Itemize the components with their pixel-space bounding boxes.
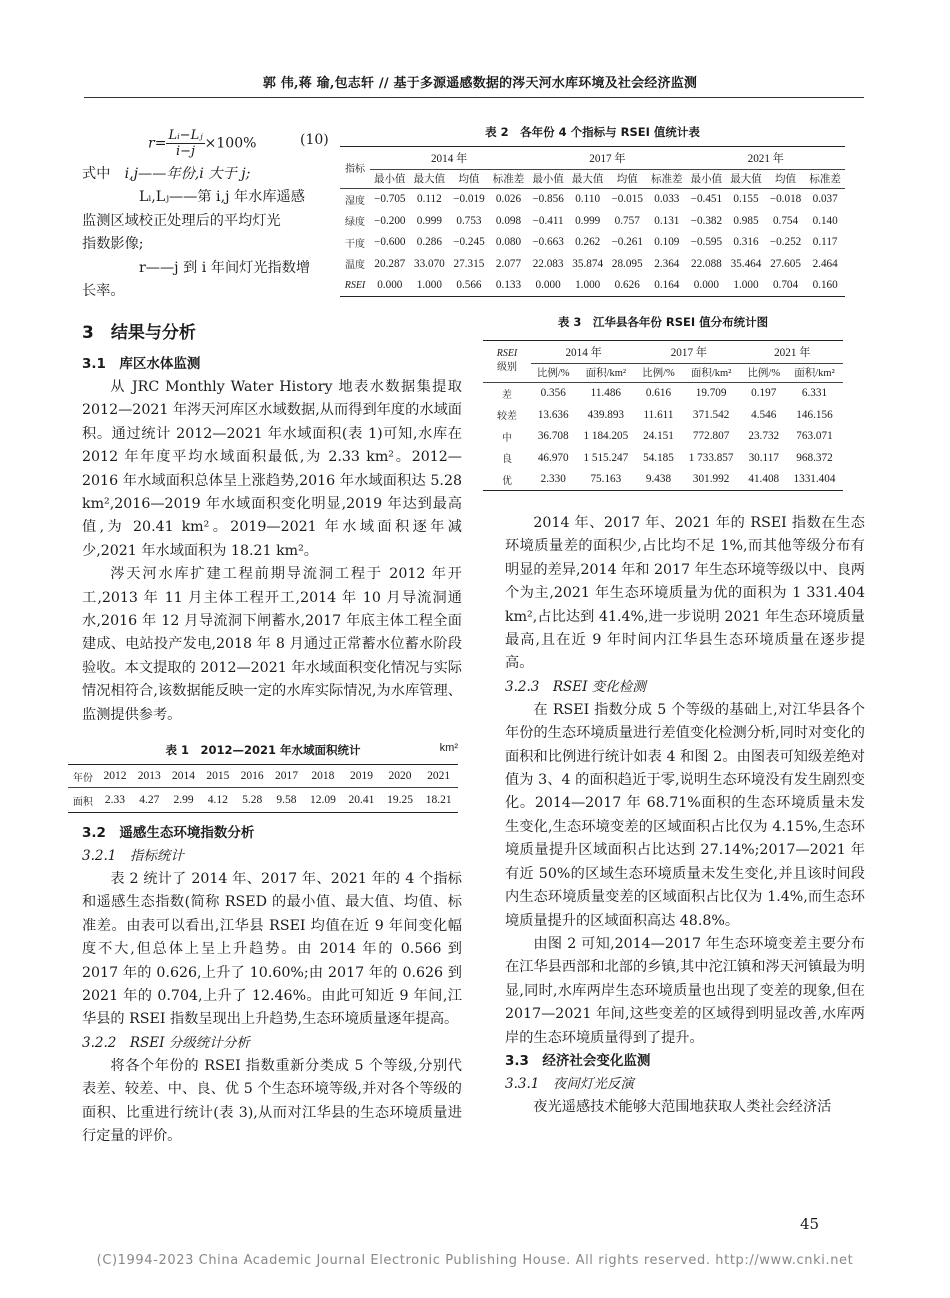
table-2-cell: 0.000: [693, 279, 719, 292]
table-3-cell: 0.197: [751, 387, 777, 400]
table-1-area: 20.41: [348, 794, 375, 806]
table-2-cell: 0.112: [416, 193, 442, 206]
table-1-year: 2017: [274, 770, 298, 782]
table-3-cell: 13.636: [537, 408, 569, 421]
table-2-subheader: 最小值: [374, 174, 406, 185]
table-3-cell: 11.611: [643, 408, 674, 421]
table-3-caption: 表 3 江华县各年份 RSEI 值分布统计图: [557, 315, 769, 329]
table-2-cell: 0.033: [654, 193, 680, 206]
table-3-cell: 6.331: [801, 387, 828, 400]
table-2-cell: 22.088: [691, 257, 722, 270]
formula-number: (10): [300, 132, 329, 148]
table-2-year-header: 2017 年: [528, 147, 686, 170]
def-line-2: Lᵢ,Lⱼ——第 i,j 年水库遥感: [139, 189, 305, 206]
def-line-4: 指数影像;: [82, 236, 144, 253]
table-3-cell: 11.486: [590, 387, 622, 400]
table-2-cell: 1.000: [575, 279, 601, 292]
table-3-cell: 2.330: [540, 473, 566, 486]
table-2-subheader: 均值: [775, 174, 797, 185]
table-3-cell: 968.372: [796, 451, 833, 464]
table-2-cell: 0.037: [812, 193, 838, 206]
table-2-cell: 0.985: [733, 214, 759, 227]
table-2-cell: −0.019: [453, 193, 485, 206]
table-2-cell: 0.026: [495, 193, 522, 206]
table-1-year: 2020: [388, 770, 412, 782]
table-2-cell: 0.117: [812, 236, 838, 249]
section-3-3-1-title: 3.3.1 夜间灯光反演: [505, 1075, 634, 1092]
table-3-cell: 1331.404: [793, 473, 836, 486]
table-3-subheader: 面积/km²: [585, 368, 627, 379]
table-3-year-header: 2021 年: [742, 341, 843, 364]
table-2-cell: 0.000: [377, 279, 403, 292]
def-line-5: r——j 到 i 年间灯光指数增: [139, 259, 311, 276]
table-2-cell: 0.109: [654, 236, 680, 249]
table-3-row: [483, 426, 843, 448]
table-3-cell: 9.438: [645, 473, 672, 486]
def-line-6: 长率。: [82, 283, 125, 300]
table-2-cell: 35.874: [572, 257, 604, 270]
table-3-row: [483, 382, 843, 404]
table-2-cell: 0.626: [614, 279, 640, 292]
table-1-unit: km²: [439, 742, 458, 754]
table-3-row: [483, 469, 843, 491]
table-2-row: [340, 210, 845, 232]
table-2-cell: −0.252: [769, 236, 802, 249]
left-column-lower: [82, 822, 462, 1148]
table-2-row: [340, 188, 845, 210]
table-2-subheader: 最大值: [730, 174, 762, 185]
section-3-2-2-title: 3.2.2 RSEI 分级统计分析: [82, 1034, 250, 1051]
table-1-row2-label: 面积: [72, 796, 93, 808]
table-2-cell: −0.600: [374, 236, 406, 249]
table-2-cell: 0.316: [733, 236, 759, 249]
formula-rhs: ×100%: [204, 135, 257, 152]
table-3-cell: 439.893: [587, 408, 625, 421]
right-column: [505, 512, 865, 1119]
table-1-year: 2014: [172, 770, 196, 782]
table-2-cell: 27.315: [453, 257, 485, 270]
table-2-cell: 35.464: [730, 257, 762, 270]
table-2-cell: −0.200: [374, 214, 406, 227]
table-3-cell: 75.163: [590, 473, 622, 486]
table-3-cell: 36.708: [537, 430, 569, 443]
table-2-cell: −0.705: [374, 193, 406, 206]
table-2-cell: 0.754: [772, 214, 799, 227]
table-1-area: 2.33: [104, 794, 126, 806]
formula-definitions: [82, 163, 332, 303]
table-1-area: 18.21: [425, 794, 452, 806]
table-3-cell: 0.356: [540, 387, 566, 400]
section-3-2-1-title: 3.2.1 指标统计: [82, 848, 184, 864]
section-3-2-2-para: 将各个年份的 RSEI 指数重新分类成 5 个等级,分别代表差、较差、中、良、优 5 个生态环境等级,并对各个等级的面积、比重进行统计(表 3),从而对江华县的生态环境质量进行定量的评价。: [82, 1057, 462, 1145]
table-3-cell: 1 515.247: [583, 451, 629, 464]
table-1-grid: [68, 764, 458, 813]
table-2-caption: 表 2 各年份 4 个指标与 RSEI 值统计表: [485, 125, 700, 139]
table-2-cell: 0.098: [495, 214, 522, 227]
table-1: [68, 742, 458, 813]
table-3-cell: 301.992: [692, 473, 730, 486]
table-2-row: [340, 253, 845, 275]
table-3-corner-1: RSEI: [496, 348, 518, 360]
table-3-row-label: 优: [502, 475, 512, 487]
table-1-year: 2013: [137, 770, 161, 782]
table-3-cell: 30.117: [748, 451, 779, 464]
table-1-area: 2.99: [173, 794, 194, 806]
section-3-1-para-1: 从 JRC Monthly Water History 地表水数据集提取 2012—2021 年涔天河库区水域数据,从而得到年度的水域面积。通过统计 2012—2021 年水域面积(表 1)可知,水库在 2012 年年度平均水域面积最低,为 2.33 km²。2012—2016 年水域面积总体呈上涨趋势,2016 年水域面积达 5.28 km²,2016—2019 年水域面积变化明显,2019 年达到最高值,为 20.41 km²。2019—2021 年水域面积逐年减少,2021 年水域面积为 18.21 km²。: [82, 379, 462, 559]
copyright-footer: (C)1994-2023 China Academic Journal Electronic Publishing House. All rights reserved. http://www.cnki.net: [96, 1253, 854, 1268]
table-2-cell: 0.566: [456, 279, 482, 292]
table-2-subheader: 均值: [616, 174, 638, 185]
table-1-area: 9.58: [276, 794, 297, 806]
table-2-cell: −0.245: [453, 236, 485, 249]
formula-fraction: [166, 128, 204, 159]
table-3-cell: 46.970: [537, 451, 569, 464]
left-column: [82, 318, 462, 727]
table-2-cell: 0.704: [772, 279, 799, 292]
table-3-row-label: 良: [502, 454, 512, 466]
table-1-year: 2016: [240, 770, 264, 782]
table-1-area: 12.09: [309, 794, 336, 806]
table-2-cell: 0.110: [575, 193, 601, 206]
table-1-area: 4.12: [207, 794, 228, 806]
table-2-year-header: 2021 年: [687, 147, 845, 170]
table-2-subheader: 均值: [458, 174, 480, 185]
table-2-cell: 1.000: [733, 279, 759, 292]
table-2-cell: 0.262: [575, 236, 601, 249]
table-2-subheader: 标准差: [492, 174, 525, 185]
table-1-caption: 表 1 2012—2021 年水域面积统计: [165, 743, 361, 757]
table-2-cell: 28.095: [611, 257, 643, 270]
table-3-cell: 54.185: [643, 451, 674, 464]
table-2-row-label: RSEI: [344, 279, 366, 291]
table-2-cell: 22.083: [532, 257, 564, 270]
table-2-row: [340, 275, 845, 297]
table-3-cell: 24.151: [643, 430, 674, 443]
table-3-year-header: 2014 年: [531, 341, 636, 364]
table-2-corner: 指标: [340, 147, 370, 189]
table-3-row-label: 差: [502, 389, 512, 401]
table-2-cell: −0.411: [532, 214, 564, 227]
table-1-row1-label: 年份: [72, 772, 93, 784]
table-2-cell: 1.000: [416, 279, 442, 292]
table-2-subheader: 最大值: [413, 174, 446, 185]
section-3-2-3-title: 3.2.3 RSEI 变化检测: [505, 678, 646, 695]
table-3-subheader: 比例/%: [747, 368, 781, 379]
table-2-row: [340, 232, 845, 254]
table-1-area: 5.28: [242, 794, 263, 806]
section-3-3-title: 3.3 经济社会变化监测: [505, 1052, 651, 1069]
table-3-row: [483, 404, 843, 426]
table-3-corner: [483, 341, 531, 383]
table-3-cell: 19.709: [695, 387, 727, 400]
formula-lhs: r=: [148, 135, 167, 152]
table-2-cell: −0.451: [690, 193, 723, 206]
table-2-cell: 20.287: [374, 257, 406, 270]
table-2-cell: 0.999: [575, 214, 601, 227]
table-1-year: 2019: [349, 770, 373, 782]
table-3-subheader: 面积/km²: [794, 368, 835, 379]
table-3-subheader: 比例/%: [642, 368, 675, 379]
table-2-cell: −0.015: [611, 193, 643, 206]
table-2-cell: −0.856: [532, 193, 564, 206]
table-2-cell: 0.131: [654, 214, 680, 227]
section-3-2-1-para: 表 2 统计了 2014 年、2017 年、2021 年的 4 个指标和遥感生态指数(简称 RSED 的最小值、最大值、均值、标准差。由表可以看出,江华县 RSEI 均值在近 9 年间变化幅度不大,但总体上呈上升趋势。由 2014 年的 0.566 到 2017 年的 0.626,上升了 10.60%;由 2017 年的 0.626 到 2021 年的 0.704,上升了 12.46%。由此可知近 9 年间,江华县的 RSEI 指数呈现出上升趋势,生态环境质量逐年提高。: [82, 871, 462, 1028]
table-3-cell: 41.408: [748, 473, 780, 486]
table-2-cell: 2.077: [495, 257, 522, 270]
table-2-subheader: 最小值: [690, 174, 723, 185]
running-header: 郭 伟,蒋 瑜,包志轩 // 基于多源遥感数据的涔天河水库环境及社会经济监测: [262, 76, 698, 91]
table-2-cell: 0.080: [495, 236, 522, 249]
table-3-cell: 772.807: [692, 430, 730, 443]
table-3-subheader: 面积/km²: [690, 368, 732, 379]
table-3-cell: 1 184.205: [583, 430, 629, 443]
formula-numerator: Lᵢ−Lⱼ: [168, 128, 203, 143]
table-2-cell: 27.605: [770, 257, 801, 270]
table-2-subheader: 标准差: [809, 174, 841, 185]
table-1-year: 2012: [103, 770, 127, 782]
table-2-cell: −0.663: [532, 236, 564, 249]
table-2-row-label: 温度: [345, 260, 365, 272]
table-2-row-label: 湿度: [345, 195, 365, 207]
table-2-cell: 0.140: [812, 214, 838, 227]
table-2-cell: 2.364: [654, 257, 680, 270]
def-ij: i,j——年份,i 大于 j;: [124, 166, 251, 182]
table-3: [483, 314, 843, 491]
table-2-row-label: 干度: [345, 238, 365, 250]
section-3-1-title: 3.1 库区水体监测: [82, 356, 201, 372]
table-3-year-header: 2017 年: [636, 341, 741, 364]
table-2-year-header: 2014 年: [370, 147, 528, 170]
table-2-cell: 0.133: [495, 279, 522, 292]
table-2-cell: 33.070: [413, 257, 445, 270]
section-3-title: 3 结果与分析: [82, 323, 196, 343]
table-3-cell: 763.071: [796, 430, 833, 443]
table-1-area: 19.25: [387, 794, 413, 806]
table-2-cell: −0.382: [690, 214, 723, 227]
def-line-1: [82, 163, 332, 186]
table-1-year: 2015: [206, 770, 230, 782]
table-3-row: [483, 447, 843, 469]
def-label: 式中: [82, 166, 111, 182]
table-3-corner-2: 级别: [497, 362, 517, 374]
table-2-grid: [340, 146, 845, 297]
right-para-4: 夜光遥感技术能够大范围地获取人类社会经济活: [533, 1098, 832, 1115]
table-1-year: 2018: [311, 770, 335, 782]
table-3-row-label: 较差: [497, 411, 517, 423]
table-3-subheader: 比例/%: [536, 368, 570, 379]
table-2: [340, 124, 845, 297]
table-1-area: 4.27: [139, 794, 160, 806]
table-2-cell: 0.000: [535, 279, 561, 292]
table-2-cell: 0.164: [654, 279, 680, 292]
table-2-cell: 0.757: [614, 214, 640, 227]
section-3-2-title: 3.2 遥感生态环境指数分析: [82, 825, 255, 841]
table-1-year: 2021: [427, 770, 451, 782]
right-para-1: 2014 年、2017 年、2021 年的 RSEI 指数在生态环境质量差的面积少,占比均不足 1%,而其他等级分布有明显的差异,2014 年和 2017 年生态环境等级以中、良两个为主,2021 年生态环境质量为优的面积为 1 331.404 km²,占比达到 41.4%,进一步说明 2021 年生态环境质量最高,且在近 9 年时间内江华县生态环境质量在逐步提高。: [505, 515, 865, 672]
table-2-cell: 0.753: [456, 214, 482, 227]
table-3-cell: 0.616: [645, 387, 672, 400]
page-number: 45: [800, 1215, 820, 1233]
table-3-cell: 23.732: [748, 430, 780, 443]
table-2-cell: 0.155: [733, 193, 759, 206]
table-2-cell: 0.999: [416, 214, 442, 227]
table-2-subheader: 标准差: [651, 174, 683, 185]
table-2-cell: 2.464: [812, 257, 838, 270]
table-3-cell: 4.546: [751, 408, 777, 421]
def-line-3: 监测区域校正处理后的平均灯光: [82, 212, 281, 229]
header-rule: [84, 97, 864, 98]
table-3-grid: [483, 340, 843, 491]
table-2-cell: −0.018: [769, 193, 802, 206]
table-3-row-label: 中: [502, 432, 512, 444]
table-2-cell: −0.261: [611, 236, 643, 249]
table-3-cell: 146.156: [796, 408, 833, 421]
table-2-subheader: 最大值: [571, 174, 604, 185]
table-2-cell: −0.595: [690, 236, 723, 249]
formula-denominator: i−j: [176, 144, 196, 159]
table-3-cell: 371.542: [692, 408, 730, 421]
table-2-row-label: 绿度: [345, 217, 365, 229]
right-para-2: 在 RSEI 指数分成 5 个等级的基础上,对江华县各个年份的生态环境质量进行差值变化检测分析,同时对变化的面积和比例进行统计如表 4 和图 2。由图表可知级差绝对值为 3、4 的面积趋近于零,说明生态环境没有发生剧烈变化。2014—2017 年 68.71%面积的生态环境质量未发生变化,生态环境变差的区域面积占比仅为 4.15%,生态环境质量提升区域面积占比达到 27.14%;2017—2021 年有近 50%的区域生态环境质量未发生变化,并且该时间段内生态环境质量变差的区域面积占比仅为 1.4%,而生态环境质量提升的区域面积高达 48.8%。: [505, 701, 865, 929]
right-para-3: 由图 2 可知,2014—2017 年生态环境变差主要分布在江华县西部和北部的乡镇,其中沱江镇和涔天河镇最为明显,同时,水库两岸生态环境质量也出现了变差的现象,但在 2017—2021 年间,这些变差的区域得到明显改善,水库两岸的生态环境质量得到了提升。: [505, 935, 865, 1046]
table-2-cell: 0.286: [416, 236, 442, 249]
table-2-cell: 0.160: [812, 279, 838, 292]
table-2-subheader: 最小值: [532, 174, 564, 185]
section-3-1-para-2: 涔天河水库扩建工程前期导流洞工程于 2012 年开工,2013 年 11 月主体工程开工,2014 年 10 月导流洞通水,2016 年 12 月导流洞下闸蓄水,2017 年底主体工程全面建成、电站投产发电,2018 年 8 月通过正常蓄水位蓄水阶段验收。本文提取的 2012—2021 年水域面积变化情况与实际情况相符合,该数据能反映一定的水库实际情况,为水库管理、监测提供参考。: [82, 566, 462, 723]
table-3-cell: 1 733.857: [688, 451, 734, 464]
